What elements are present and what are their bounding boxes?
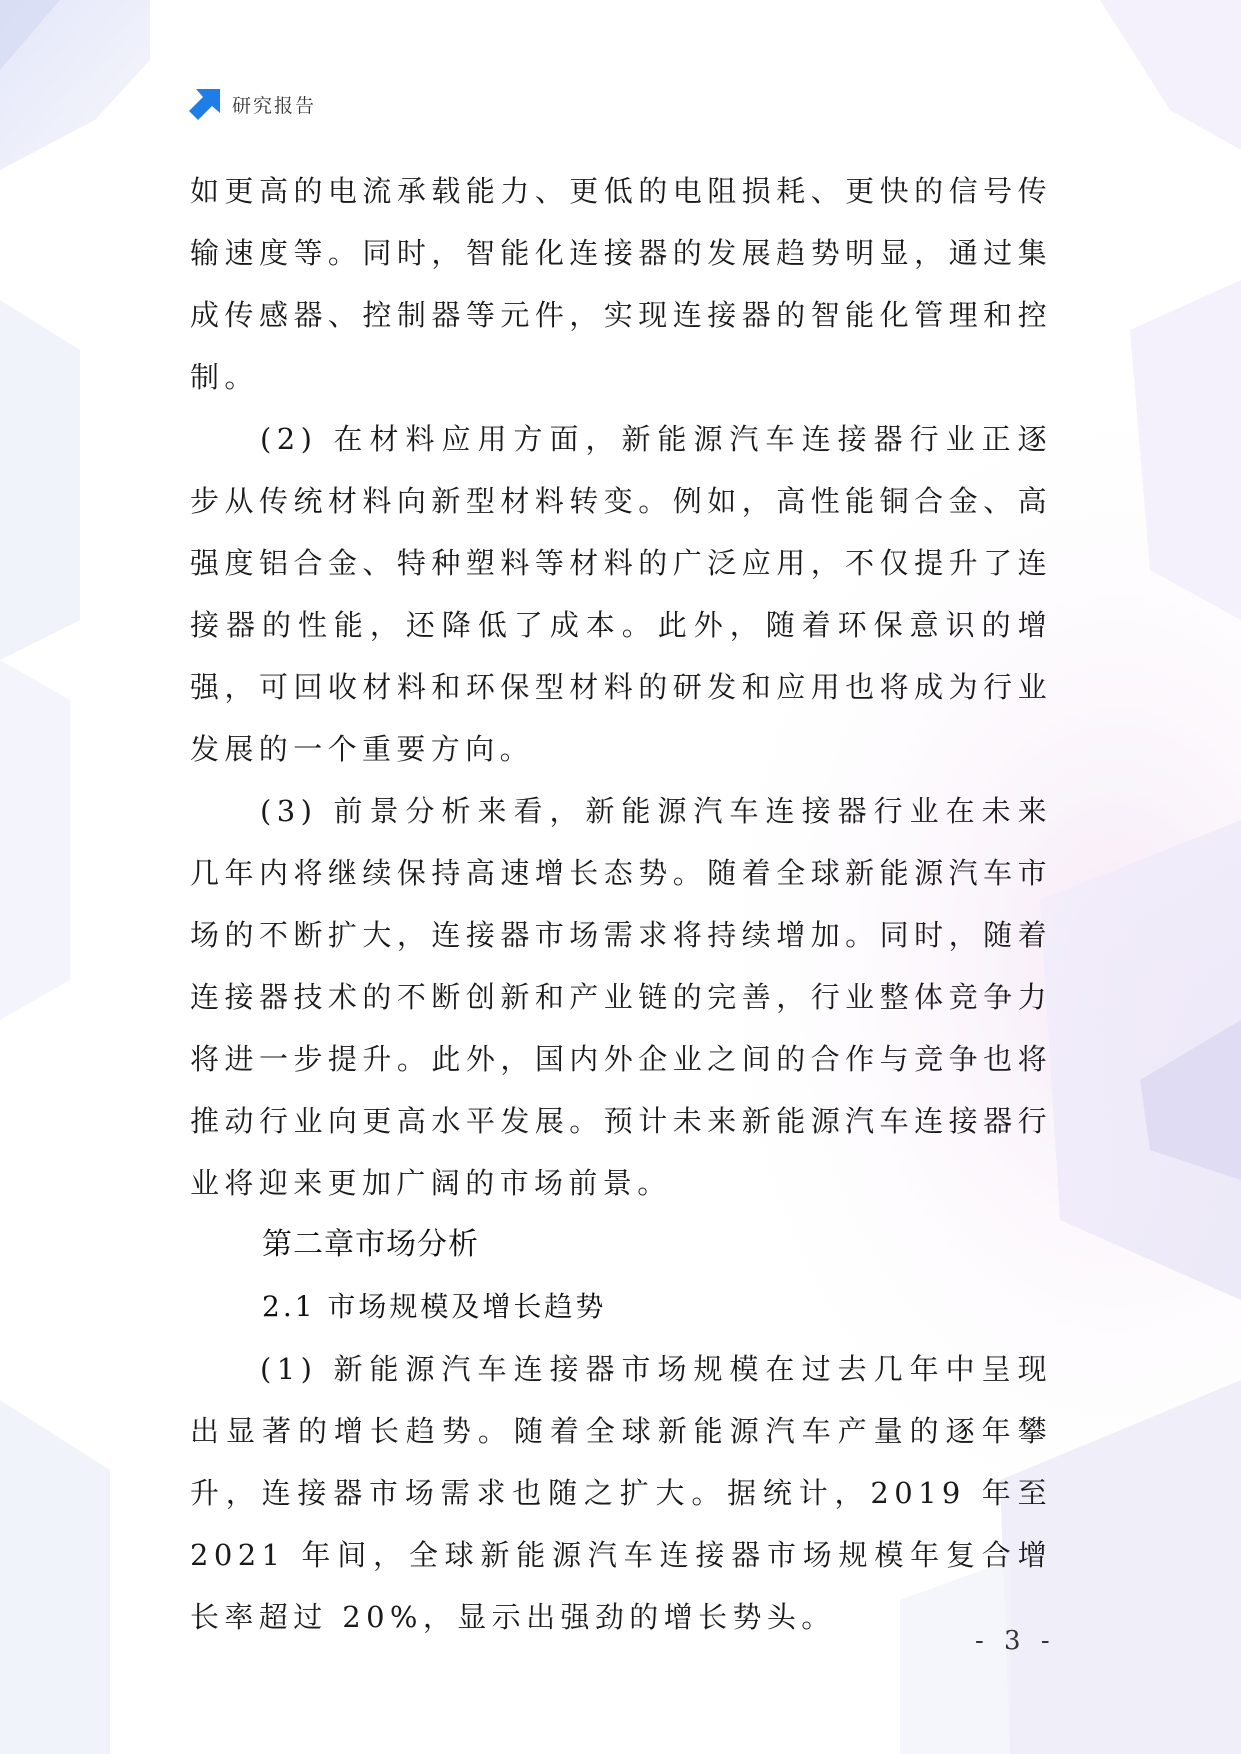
document-header [188,86,316,122]
chapter-heading: 第二章市场分析 [262,1227,479,1262]
section-heading: 2.1 市场规模及增长趋势 [262,1290,607,1323]
document-body [190,160,1052,1648]
paragraph-prospect-analysis: (3) 前景分析来看，新能源汽车连接器行业在未来几年内将继续保持高速增长态势。随着全球新能源汽车市场的不断扩大，连接器市场需求将持续增加。同时，随着连接器技术的不断创新和产业链的完善，行业整体竞争力将进一步提升。此外，国内外企业之间的合作与竞争也将推动行业向更高水平发展。预计未来新能源汽车连接器行业将迎来更加广阔的市场前景。 [190,794,1052,1200]
report-label: 研究报告 [232,94,317,117]
paragraph-material-application: (2) 在材料应用方面，新能源汽车连接器行业正逐步从传统材料向新型材料转变。例如，高性能铜合金、高强度铝合金、特种塑料等材料的广泛应用，不仅提升了连接器的性能，还降低了成本。此外，随着环保意识的增强，可回收材料和环保型材料的研发和应用也将成为行业发展的一个重要方向。 [190,422,1052,766]
page-number: - 3 - [975,1626,1056,1656]
arrow-up-right-icon [188,87,222,121]
paragraph-market-size: (1) 新能源汽车连接器市场规模在过去几年中呈现出显著的增长趋势。随着全球新能源汽车产量的逐年攀升，连接器市场需求也随之扩大。据统计，2019 年至 2021 年间，全球新能源汽车连接器市场规模年复合增长率超过 20%，显示出强劲的增长势头。 [190,1352,1052,1634]
paragraph-continued: 如更高的电流承载能力、更低的电阻损耗、更快的信号传输速度等。同时，智能化连接器的发展趋势明显，通过集成传感器、控制器等元件，实现连接器的智能化管理和控制。 [190,174,1052,394]
